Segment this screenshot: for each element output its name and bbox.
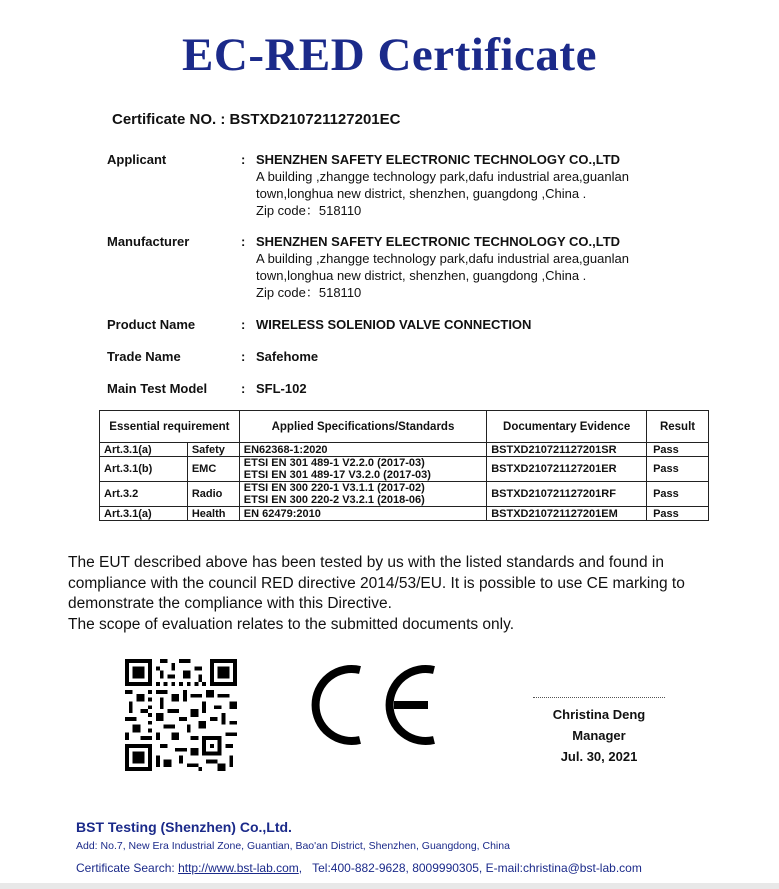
certificate-number: BSTXD210721127201EC — [229, 111, 401, 128]
applicant-address-line1: A building ,zhangge technology park,dafu industrial area,guanlan — [256, 169, 629, 184]
contact-info: Tel:400-882-9628, 8009990305, E-mail:christina@bst-lab.com — [312, 861, 642, 875]
signatory-role: Manager — [572, 728, 626, 743]
model-label: Main Test Model — [107, 381, 208, 396]
colon: : — [241, 152, 246, 167]
evidence-cell: BSTXD210721127201ER — [487, 457, 647, 482]
category-cell: Safety — [187, 443, 239, 457]
applicant-zip: Zip code：518110 — [256, 203, 362, 218]
applicant-address-line2: town,longhua new district, shenzhen, guangdong ,China . — [256, 186, 587, 201]
signature-date: Jul. 30, 2021 — [560, 749, 638, 764]
website-link[interactable]: http://www.bst-lab.com — [178, 861, 299, 875]
scope-paragraph: The scope of evaluation relates to the submitted documents only. — [68, 615, 515, 633]
evidence-cell: BSTXD210721127201RF — [487, 482, 647, 507]
product-value: WIRELESS SOLENIOD VALVE CONNECTION — [256, 317, 532, 332]
spec-cell — [239, 482, 486, 507]
manufacturer-address-line1: A building ,zhangge technology park,dafu industrial area,guanlan — [256, 251, 629, 266]
header-result: Result — [647, 411, 709, 443]
spec-line: ETSI EN 300 220-2 V3.2.1 (2018-06) — [243, 494, 425, 506]
issuer-address: Add: No.7, New Era Industrial Zone, Guantian, Bao'an District, Shenzhen, Guangdong, China — [76, 840, 510, 852]
issuer-company: BST Testing (Shenzhen) Co.,Ltd. — [76, 819, 292, 835]
article-cell: Art.3.2 — [100, 482, 188, 507]
applicant-name: SHENZHEN SAFETY ELECTRONIC TECHNOLOGY CO.,LTD — [256, 152, 621, 167]
trade-value: Safehome — [256, 349, 319, 364]
model-value: SFL-102 — [256, 381, 307, 396]
signatory-name: Christina Deng — [552, 707, 646, 722]
result-cell: Pass — [647, 482, 709, 507]
table-row — [100, 482, 709, 507]
product-label: Product Name — [107, 317, 196, 332]
colon: : — [241, 349, 246, 364]
ce-mark-icon — [308, 660, 440, 750]
table-row — [100, 507, 709, 521]
manufacturer-zip: Zip code：518110 — [256, 285, 362, 300]
article-cell: Art.3.1(a) — [100, 443, 188, 457]
standards-table — [99, 410, 709, 521]
evidence-cell: BSTXD210721127201SR — [487, 443, 647, 457]
certificate-title: EC-RED Certificate — [182, 29, 597, 81]
colon: : — [241, 381, 246, 396]
page-bottom-band — [0, 883, 779, 889]
result-cell: Pass — [647, 443, 709, 457]
compliance-statement — [68, 553, 728, 635]
colon: : — [241, 317, 246, 332]
spec-line: ETSI EN 301 489-1 V2.2.0 (2017-03) — [243, 457, 425, 469]
table-header-row — [100, 411, 709, 443]
certificate-number-row — [112, 111, 401, 128]
qr-code-icon — [125, 659, 237, 771]
evidence-cell: BSTXD210721127201EM — [487, 507, 647, 521]
category-cell: Health — [187, 507, 239, 521]
certificate-number-label: Certificate NO. : — [112, 111, 226, 128]
header-requirement: Essential requirement — [100, 411, 240, 443]
applicant-label: Applicant — [107, 152, 167, 167]
signature-line — [533, 697, 665, 698]
spec-cell: EN 62479:2010 — [239, 507, 486, 521]
result-cell: Pass — [647, 507, 709, 521]
table-row — [100, 457, 709, 482]
manufacturer-name: SHENZHEN SAFETY ELECTRONIC TECHNOLOGY CO.,LTD — [256, 234, 621, 249]
spec-line: ETSI EN 300 220-1 V3.1.1 (2017-02) — [243, 482, 425, 494]
search-label: Certificate Search: — [76, 861, 175, 875]
article-cell: Art.3.1(a) — [100, 507, 188, 521]
colon: : — [241, 234, 246, 249]
contact-row: Certificate Search: http://www.bst-lab.com, Tel:400-882-9628, 8009990305, E-mail:christina@bst-lab.com — [76, 861, 642, 875]
spec-cell — [239, 457, 486, 482]
article-cell: Art.3.1(b) — [100, 457, 188, 482]
table-row — [100, 443, 709, 457]
header-specifications: Applied Specifications/Standards — [239, 411, 486, 443]
manufacturer-address-line2: town,longhua new district, shenzhen, guangdong ,China . — [256, 268, 587, 283]
spec-line: ETSI EN 301 489-17 V3.2.0 (2017-03) — [243, 469, 431, 481]
category-cell: Radio — [187, 482, 239, 507]
category-cell: EMC — [187, 457, 239, 482]
result-cell: Pass — [647, 457, 709, 482]
spec-cell: EN62368-1:2020 — [239, 443, 486, 457]
statement-paragraph: The EUT described above has been tested by us with the listed standards and found in compliance with the council RED directive 2014/53/EU. It is possible to use CE marking to demonstrate the compliance with this Directive. — [68, 554, 685, 612]
header-evidence: Documentary Evidence — [487, 411, 647, 443]
trade-label: Trade Name — [107, 349, 181, 364]
manufacturer-label: Manufacturer — [107, 234, 190, 249]
